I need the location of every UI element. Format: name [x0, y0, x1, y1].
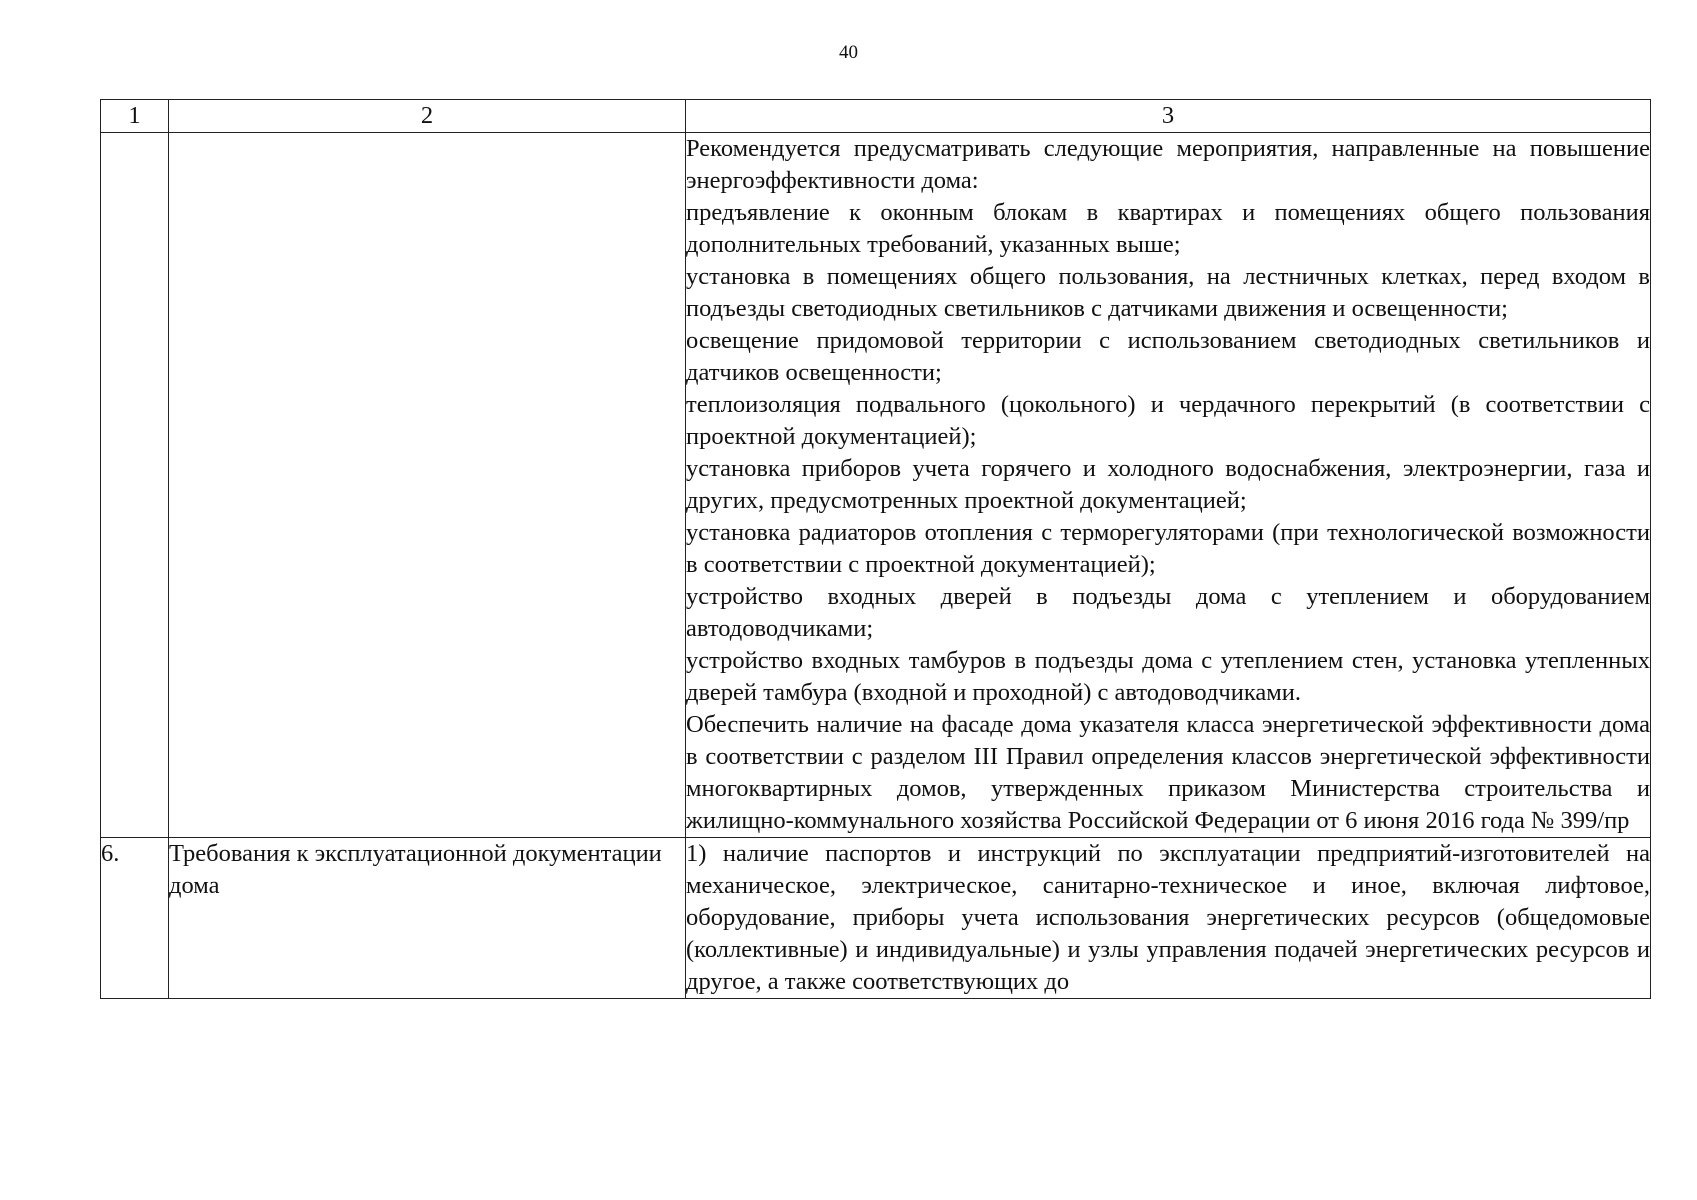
row-number-cell: 6. [101, 838, 169, 999]
table-header-row [101, 100, 1651, 133]
description-paragraph: Рекомендуется предусматривать следующие мероприятия, направленные на повышение энергоэффективности дома: [686, 135, 1650, 194]
column-header-1: 1 [101, 100, 169, 133]
description-paragraph: предъявление к оконным блокам в квартирах и помещениях общего пользования дополнительных требований, указанных выше; [686, 199, 1650, 258]
description-paragraph: теплоизоляция подвального (цокольного) и чердачного перекрытий (в соответствии с проектной документацией); [686, 391, 1650, 450]
row-number-cell [101, 133, 169, 838]
description-cell [686, 133, 1651, 838]
column-header-2: 2 [169, 100, 686, 133]
description-paragraph: освещение придомовой территории с использованием светодиодных светильников и датчиков освещенности; [686, 327, 1650, 386]
column-header-3: 3 [686, 100, 1651, 133]
table-row-continuation [101, 133, 1651, 838]
requirement-cell [169, 133, 686, 838]
description-paragraph: установка в помещениях общего пользования, на лестничных клетках, перед входом в подъезды светодиодных светильников с датчиками движения и освещенности; [686, 263, 1650, 322]
description-paragraph: устройство входных тамбуров в подъезды дома с утеплением стен, установка утепленных дверей тамбура (входной и проходной) с автодоводчиками. [686, 647, 1650, 706]
page-number: 40 [839, 42, 858, 63]
description-paragraph: устройство входных дверей в подъезды дома с утеплением и оборудованием автодоводчиками; [686, 583, 1650, 642]
description-paragraph: установка приборов учета горячего и холодного водоснабжения, электроэнергии, газа и других, предусмотренных проектной документацией; [686, 455, 1650, 514]
table-row-6 [101, 838, 1651, 999]
description-paragraph: Обеспечить наличие на фасаде дома указателя класса энергетической эффективности дома в соответствии с разделом III Правил определения классов энергетической эффективности многоквартирных домов, утвержденных приказом Министерства строительства и жилищно-коммунального хозяйства Российской Федерации от 6 июня 2016 года № 399/пр [686, 711, 1650, 834]
description-paragraph: установка радиаторов отопления с терморегуляторами (при технологической возможности в соответствии с проектной документацией); [686, 519, 1650, 578]
requirements-table [100, 99, 1651, 999]
description-cell [686, 838, 1651, 999]
requirement-cell: Требования к эксплуатационной документации дома [169, 838, 686, 999]
description-paragraph: 1) наличие паспортов и инструкций по эксплуатации предприятий-изготовителей на механическое, электрическое, санитарно-техническое и иное, включая лифтовое, оборудование, приборы учета использования энергетических ресурсов (общедомовые (коллективные) и индивидуальные) и узлы управления подачей энергетических ресурсов и другое, а также соответствующих до [686, 840, 1650, 995]
